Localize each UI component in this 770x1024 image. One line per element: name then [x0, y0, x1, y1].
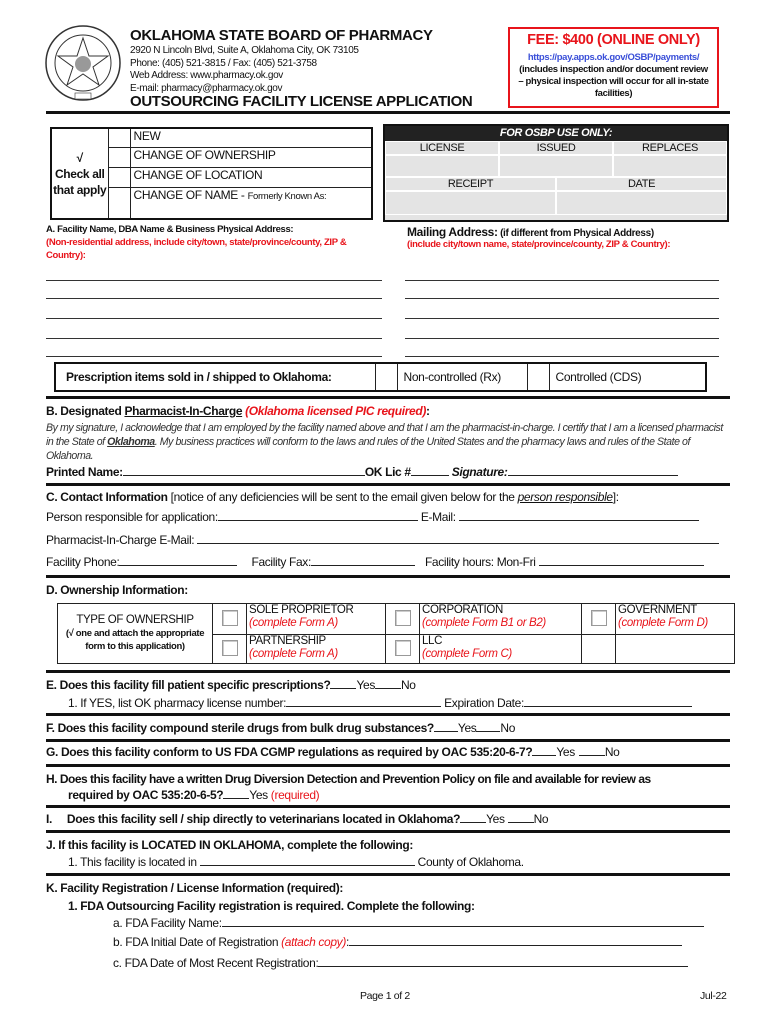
checkbox-government[interactable] [591, 610, 607, 626]
board-phone: Phone: (405) 521-3815 / Fax: (405) 521-3758 [130, 57, 317, 69]
e-yes-field[interactable] [330, 678, 356, 689]
mailing-sub: (if different from Physical Address) [497, 228, 654, 239]
j-county-field[interactable] [200, 855, 415, 866]
j-located-label: 1. This facility is located in [68, 855, 197, 869]
f-yes: Yes [457, 721, 477, 735]
board-title: OKLAHOMA STATE BOARD OF PHARMACY [130, 27, 433, 44]
question-i: I. Does this facility sell / ship directly to veterinarians located in Oklahoma? [46, 812, 461, 826]
k-recent-date-field[interactable] [318, 956, 688, 967]
person-field[interactable] [218, 510, 418, 521]
checkbox-partnership[interactable] [222, 640, 238, 656]
question-f: F. Does this facility compound sterile drugs from bulk drug substances? [46, 721, 434, 735]
osbp-issued: ISSUED [499, 141, 613, 155]
government-form: (complete Form D) [618, 617, 708, 629]
fee-title: FEE: $400 (ONLINE ONLY) [527, 32, 700, 48]
pic-email-field[interactable] [197, 533, 719, 544]
board-address: 2920 N Lincoln Blvd, Suite A, Oklahoma City, OK 73105 [130, 45, 359, 56]
f-yes-field[interactable] [434, 721, 458, 732]
checkbox-change-name[interactable] [108, 187, 130, 219]
osbp-date: DATE [556, 177, 727, 191]
ok-lic-label: OK Lic # [364, 465, 411, 479]
i-yes: Yes [486, 812, 505, 826]
corporation-form: (complete Form B1 or B2) [422, 617, 546, 629]
check-mark: √ [76, 150, 83, 165]
question-h-cont: required by OAC 535:20-6-5? [68, 788, 224, 802]
sole-proprietor-form: (complete Form A) [249, 617, 338, 629]
question-e: E. Does this facility fill patient specific prescriptions? [46, 678, 331, 692]
board-web: Web Address: www.pharmacy.ok.gov [130, 70, 283, 81]
checkbox-change-ownership[interactable] [108, 147, 130, 167]
question-h: H. Does this facility have a written Drug Diversion Detection and Prevention Policy on file and available for review as [46, 772, 651, 786]
k-initial-date-label: b. FDA Initial Date of Registration [113, 935, 282, 949]
osbp-title: FOR OSBP USE ONLY: [385, 126, 727, 141]
option-change-ownership: CHANGE OF OWNERSHIP [130, 147, 372, 167]
llc-label: LLC [422, 635, 443, 647]
statement-oklahoma: Oklahoma [107, 436, 155, 448]
printed-name-label: Printed Name: [46, 465, 123, 479]
checkbox-corporation[interactable] [395, 610, 411, 626]
person-label: Person responsible for application: [46, 510, 218, 524]
e-no-field[interactable] [375, 678, 401, 689]
pic-statement: By my signature, I acknowledge that I am employed by the facility named above and that I am the pharmacist-in-charge. I certify that I am a licensed pharmacist in the State of [46, 422, 723, 448]
fee-box [508, 27, 719, 108]
k-facility-name-field[interactable] [222, 916, 704, 927]
ok-lic-field[interactable] [411, 465, 449, 476]
email-field[interactable] [459, 510, 699, 521]
partnership-form: (complete Form A) [249, 648, 338, 660]
ownership-type-note: (√ one and attach the appropriate form to this application) [65, 628, 205, 652]
printed-name-field[interactable] [123, 465, 365, 476]
checkbox-non-controlled[interactable] [375, 363, 397, 391]
osbp-license: LICENSE [385, 141, 499, 155]
fee-note: (includes inspection and/or document review – physical inspection will occur for all in-state facilities) [518, 64, 709, 99]
ownership-table [57, 603, 735, 664]
e-yes: Yes [356, 678, 375, 692]
j-county-label: County of Oklahoma. [417, 855, 524, 869]
f-no-field[interactable] [476, 721, 500, 732]
state-seal [44, 24, 122, 102]
pic-label: Pharmacist-In-Charge [124, 404, 243, 418]
h-yes: Yes [249, 788, 268, 802]
phone-label: Facility Phone: [46, 555, 120, 569]
e-license-field[interactable] [286, 696, 441, 707]
ownership-type-label: TYPE OF OWNERSHIP [76, 614, 194, 626]
g-yes-field[interactable] [532, 745, 556, 756]
page-number: Page 1 of 2 [360, 990, 410, 1002]
colon-b: : [345, 935, 349, 949]
question-j: J. If this facility is LOCATED IN OKLAHOMA, complete the following: [46, 838, 414, 852]
f-no: No [500, 721, 516, 735]
g-yes: Yes [556, 745, 575, 759]
question-g: G. Does this facility conform to US FDA CGMP regulations as required by OAC 535:20-6-7? [46, 745, 533, 759]
checkbox-sole-proprietor[interactable] [222, 610, 238, 626]
mailing-note: (include city/town name, state/province/county, ZIP & Country): [407, 239, 671, 250]
form-title: OUTSOURCING FACILITY LICENSE APPLICATION [130, 93, 473, 110]
section-b-heading: B. Designated [46, 404, 125, 418]
hours-field[interactable] [539, 555, 704, 566]
i-no: No [533, 812, 549, 826]
check-label: Check all that apply [53, 166, 107, 197]
osbp-receipt: RECEIPT [385, 177, 556, 191]
rx-non-controlled: Non-controlled (Rx) [397, 363, 527, 391]
pic-email-label: Pharmacist-In-Charge E-Mail: [46, 533, 195, 547]
rx-label: Prescription items sold in / shipped to Oklahoma: [55, 363, 375, 391]
person-responsible-label: person responsible [517, 490, 613, 504]
hours-label: Facility hours: Mon-Fri [424, 555, 536, 569]
colon: : [426, 404, 430, 418]
fax-field[interactable] [311, 555, 415, 566]
k-initial-date-field[interactable] [349, 935, 682, 946]
h-required: (required) [270, 788, 320, 802]
k-recent-date-label: c. FDA Date of Most Recent Registration: [113, 956, 319, 970]
board-email: E-mail: pharmacy@pharmacy.ok.gov [130, 82, 283, 94]
sole-proprietor-label: SOLE PROPRIETOR [249, 604, 354, 616]
k-facility-name-label: a. FDA Facility Name: [113, 916, 222, 930]
fka-label: Formerly Known As: [247, 190, 327, 202]
e-no: No [400, 678, 416, 692]
mailing-heading: Mailing Address: [407, 225, 498, 239]
g-no-field[interactable] [579, 745, 605, 756]
k-fda-required: 1. FDA Outsourcing Facility registration is required. Complete the following: [68, 899, 475, 913]
corporation-label: CORPORATION [422, 604, 503, 616]
question-k: K. Facility Registration / License Information (required): [46, 881, 344, 895]
payment-link[interactable]: https://pay.apps.ok.gov/OSBP/payments/ [527, 52, 700, 63]
section-d-heading: D. Ownership Information: [46, 583, 188, 597]
k-attach-copy: (attach copy) [281, 935, 346, 949]
signature-field[interactable] [508, 465, 678, 476]
h-yes-field[interactable] [223, 788, 249, 799]
e-exp-field[interactable] [524, 696, 692, 707]
option-new: NEW [130, 128, 372, 147]
osbp-replaces: REPLACES [613, 141, 727, 155]
i-no-field[interactable] [508, 812, 534, 823]
section-a-note: (Non-residential address, include city/town, state/province/county, ZIP & Country): [46, 237, 347, 261]
section-c-note: [notice of any deficiencies will be sent to the email given below for the [167, 490, 518, 504]
checkbox-llc[interactable] [395, 640, 411, 656]
application-type-table [50, 127, 373, 220]
i-yes-field[interactable] [460, 812, 486, 823]
email-label: E-Mail: [420, 510, 456, 524]
pic-statement-end: . My business practices will conform to the laws and rules of the United States and the pharmacy laws and rules of the State of Oklahoma. [46, 436, 690, 462]
checkbox-change-location[interactable] [108, 167, 130, 187]
section-c-heading: C. Contact Information [46, 490, 168, 504]
revision-date: Jul-22 [700, 990, 727, 1002]
g-no: No [604, 745, 620, 759]
signature-label: Signature: [451, 465, 508, 479]
government-label: GOVERNMENT [618, 604, 697, 616]
option-change-name: CHANGE OF NAME - [133, 187, 248, 202]
osbp-use-box [383, 124, 729, 222]
pic-required: (Oklahoma licensed PIC required) [242, 404, 426, 418]
checkbox-new[interactable] [108, 128, 130, 147]
rx-controlled: Controlled (CDS) [549, 363, 706, 391]
bracket-end: ]: [612, 490, 619, 504]
partnership-label: PARTNERSHIP [249, 635, 326, 647]
e-exp-label: Expiration Date: [444, 696, 524, 710]
phone-field[interactable] [119, 555, 237, 566]
llc-form: (complete Form C) [422, 648, 512, 660]
option-change-location: CHANGE OF LOCATION [130, 167, 372, 187]
prescription-items-table [54, 362, 707, 392]
fax-label: Facility Fax: [251, 555, 311, 569]
checkbox-controlled[interactable] [527, 363, 549, 391]
section-a-heading: A. Facility Name, DBA Name & Business Physical Address: [46, 224, 294, 235]
e-license-label: 1. If YES, list OK pharmacy license number: [68, 696, 287, 710]
